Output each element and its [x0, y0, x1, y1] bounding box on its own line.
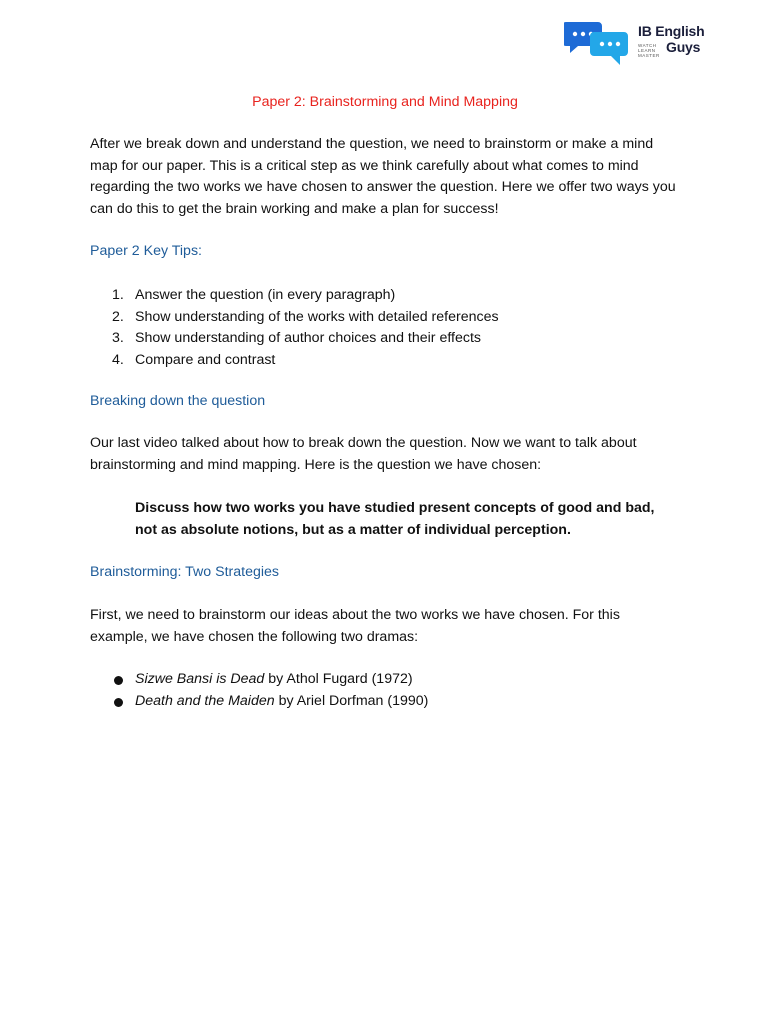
tips-heading: Paper 2 Key Tips:	[90, 243, 202, 259]
intro-paragraph: After we break down and understand the question, we need to brainstorm or make a mind map for our paper. This is a critical step as we think carefully about what comes to mind regarding the two works we have chosen to answer the question. Here we offer two ways you can do this to get the brain working and make a plan for success!	[90, 136, 676, 217]
list-number: 4.	[112, 351, 124, 368]
logo-tagline-word: MASTER	[638, 53, 660, 58]
strategies-heading: Brainstorming: Two Strategies	[90, 564, 279, 580]
plays-list	[90, 669, 428, 712]
essay-question: Discuss how two works you have studied present concepts of good and bad, not as absolute notions, but as a matter of individual perception.	[135, 500, 655, 538]
list-item	[90, 328, 499, 350]
list-item	[90, 350, 499, 372]
play-author: by Athol Fugard (1972)	[264, 671, 413, 687]
bullet-icon	[114, 698, 123, 707]
logo-line-3: Guys	[666, 39, 701, 55]
play-author: by Ariel Dorfman (1990)	[274, 692, 429, 709]
breakdown-paragraph: Our last video talked about how to break down the question. Now we want to talk about brainstorming and mind mapping. Here is the question we have chosen:	[90, 435, 637, 473]
logo-line-1: IB English	[638, 23, 705, 39]
list-item	[90, 307, 499, 329]
logo-tagline-word: WATCH	[638, 43, 657, 48]
play-title: Death and the Maiden	[135, 692, 275, 709]
chat-bubbles-icon	[564, 18, 636, 68]
list-item-text: Show understanding of author choices and their effects	[135, 330, 481, 346]
breakdown-heading: Breaking down the question	[90, 393, 266, 409]
tips-list	[90, 285, 499, 371]
list-item-text: Show understanding of the works with detailed references	[135, 308, 499, 325]
play-title: Sizwe Bansi is Dead	[135, 671, 265, 687]
list-number: 1.	[112, 287, 124, 303]
logo-tagline-word: LEARN	[638, 48, 656, 53]
ib-english-guys-logo	[564, 18, 706, 68]
list-number: 3.	[112, 330, 124, 346]
list-item	[90, 669, 428, 691]
logo-tagline	[638, 43, 666, 58]
list-item-text: Answer the question (in every paragraph)	[135, 287, 396, 303]
list-number: 2.	[112, 308, 124, 325]
list-item	[90, 285, 499, 307]
page-title: Paper 2: Brainstorming and Mind Mapping	[252, 94, 518, 110]
logo-wordmark	[638, 23, 705, 58]
list-item-text: Compare and contrast	[135, 351, 276, 368]
bullet-icon	[114, 676, 123, 685]
strategies-paragraph: First, we need to brainstorm our ideas about the two works we have chosen. For this example, we have chosen the following two dramas:	[90, 607, 620, 645]
list-item	[90, 691, 428, 713]
